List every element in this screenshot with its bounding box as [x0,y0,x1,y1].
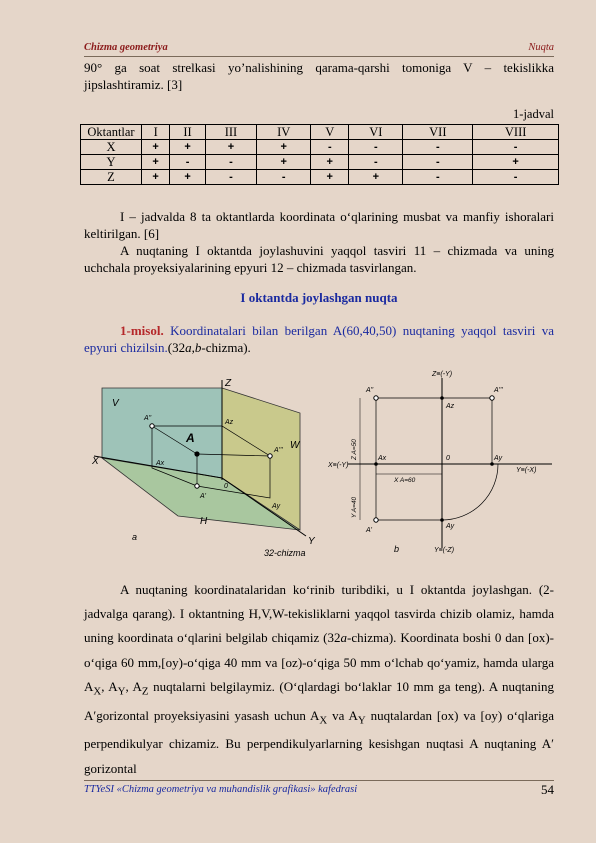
sign-cell: - [349,155,403,170]
label-epure-ax: Ax [378,455,387,462]
subscript: X [93,685,102,698]
body-text: , A [101,678,118,694]
column-header: V [311,125,349,140]
label-y-neg-z: Y≡(-Z) [434,547,455,554]
sign-cell: + [257,155,311,170]
example-ref: (32 [167,340,186,355]
sign-cell: + [349,170,403,185]
label-ya40: Y A=40 [351,496,358,518]
axonometric-view [91,378,316,558]
column-header: III [205,125,256,140]
label-za50: Z A=50 [351,439,358,460]
body-text: va A [327,707,358,723]
label-epure-az: Az [446,403,455,410]
sign-cell: - [205,170,256,185]
sign-cell: + [257,140,311,155]
table-row [81,155,559,170]
sign-cell: - [170,155,205,170]
sign-cell: - [257,170,311,185]
point-a1 [195,484,199,488]
epure-az [440,396,444,400]
table-corner-cell: Oktantlar [81,125,142,140]
sign-cell: + [473,155,559,170]
label-x: X [92,456,99,467]
label-w: W [290,440,300,451]
epure-a2 [374,396,378,400]
label-a1: A' [200,493,207,500]
section-title: I oktantda joylashgan nuqta [240,290,398,305]
column-header: VII [403,125,473,140]
octant-sign-table [80,124,559,185]
point-a3 [268,454,272,458]
label-sub-a: a [132,532,138,542]
label-ay: Ay [272,503,281,510]
footer-text: TTYeSI «Chizma geometriya va muhandislik grafikasi» kafedrasi [84,784,358,795]
example-ref-end: -chizma). [201,340,251,355]
label-a2: A" [144,415,152,422]
point-a [194,451,199,456]
body-text: A nuqtaning koordinatalaridan ko‘rinib turibdiki, u I oktantda joylashgan. (2-jadvalga qarang). I oktantning H,V,W-tekisliklarni yaqqol tasvirda chizib olamiz, hamda uning koordinata o‘qlarini belgilab chiqamiz (32 [84,582,554,646]
epure-a1 [374,518,378,522]
subscript: X [319,714,328,727]
label-epure-ay: Ay [494,455,503,462]
axis-cell: Y [81,155,142,170]
label-z: Z [225,378,232,389]
sign-cell: + [170,170,205,185]
body-italic: a [340,630,347,646]
label-epure-a1: A' [366,527,373,534]
sign-cell: - [311,140,349,155]
example-text: Koordinatalari bilan berilgan A(60,40,50) nuqtaning yaqqol tasviri va epyuri chizilsin. [84,323,554,355]
body-text: nuqtalarni belgilaymiz. (O‘qlardagi bo‘laklar 10 mm ga teng). A nuqtaning A′gorizontal proyeksiyasini yasash uchun A [84,678,554,723]
subscript: Y [357,714,366,727]
label-az: Az [225,419,234,426]
sign-cell: - [349,140,403,155]
sign-cell: + [142,140,170,155]
paragraph-intro: 90° ga soat strelkasi yo’nalishining qarama-qarshi tomoniga V – tekislikka jipslashtiramiz. [3] [84,60,554,92]
figure-caption: 32-chizma [264,548,306,558]
subscript: Z [141,685,149,698]
footer-rule [84,780,554,781]
sign-cell: - [403,140,473,155]
table-row [81,170,559,185]
epure-ax [374,462,378,466]
body-paragraph [84,578,554,781]
label-a: A [186,431,195,445]
label-ax: Ax [156,460,165,467]
sign-cell: - [473,140,559,155]
label-epure-origin: 0 [446,455,450,462]
epure-a3 [490,396,494,400]
sign-cell: - [205,155,256,170]
sign-cell: + [170,140,205,155]
label-xa60: X A=60 [394,477,416,484]
header-topic: Nuqta [528,42,554,53]
transfer-arc [442,464,498,520]
paragraph-figure-note: A nuqtaning I oktantda joylashuvini yaqqol tasviri 11 – chizmada va uning uchchala proyeksiyalarining epyuri 12 – chizmada tasvirlangan. [84,243,554,275]
label-h: H [200,516,208,527]
example-label: 1-misol. [120,323,164,338]
example-paragraph [84,322,554,356]
axis-cell: X [81,140,142,155]
epure-ay [490,462,494,466]
body-text: -chizma). Koordinata boshi 0 dan [ox)-o‘qiga 60 mm,[oy)-o‘qiga 40 mm va [oz)-o‘qiga 50 mm o‘lchab qo‘yamiz, hamda ularga A [84,630,554,694]
epure-ay2 [440,518,444,522]
sign-cell: - [403,170,473,185]
label-sub-b: b [394,544,400,554]
figure-32 [82,368,556,568]
sign-cell: - [403,155,473,170]
epure-view [327,371,552,554]
body-text: nuqtalardan [ox) va [oy) o‘qlariga perpendikulyar chizamiz. Bu perpendikulyarlarning kesishgan nuqtasi A nuqtaning A′ gorizontal [84,707,554,776]
label-epure-ay2: Ay [446,523,455,530]
header-title: Chizma geometriya [84,42,168,53]
label-z-neg-y: Z≡(-Y) [432,371,453,378]
column-header: VI [349,125,403,140]
label-x-neg-y: X≡(-Y) [328,462,349,469]
column-header: I [142,125,170,140]
sign-cell: + [311,170,349,185]
column-header: IV [257,125,311,140]
sign-cell: + [311,155,349,170]
example-ref-italic: a,b [185,340,202,355]
label-epure-a2: A" [366,387,374,394]
label-epure-a3: A''' [494,387,503,394]
label-origin: 0 [224,483,228,490]
column-header: VIII [473,125,559,140]
table-row [81,140,559,155]
subscript: Y [117,685,126,698]
sign-cell: - [473,170,559,185]
sign-cell: + [205,140,256,155]
column-header: II [170,125,205,140]
label-y: Y [308,536,315,547]
page-number: 54 [541,782,554,797]
table-header-row [81,125,559,140]
running-header [84,42,554,56]
axis-cell: Z [81,170,142,185]
point-a2 [150,424,154,428]
label-y-neg-x: Y≡(-X) [516,467,537,474]
sign-cell: + [142,170,170,185]
body-text: , A [125,678,142,694]
header-rule [84,56,554,57]
page-footer [84,784,554,800]
paragraph-table-note: I – jadvalda 8 ta oktantlarda koordinata o‘qlarining musbat va manfiy ishoralari keltirilgan. [6] [84,209,554,241]
sign-cell: + [142,155,170,170]
table-caption: 1-jadval [513,107,554,121]
label-v: V [112,398,119,409]
label-a3: A''' [274,447,283,454]
